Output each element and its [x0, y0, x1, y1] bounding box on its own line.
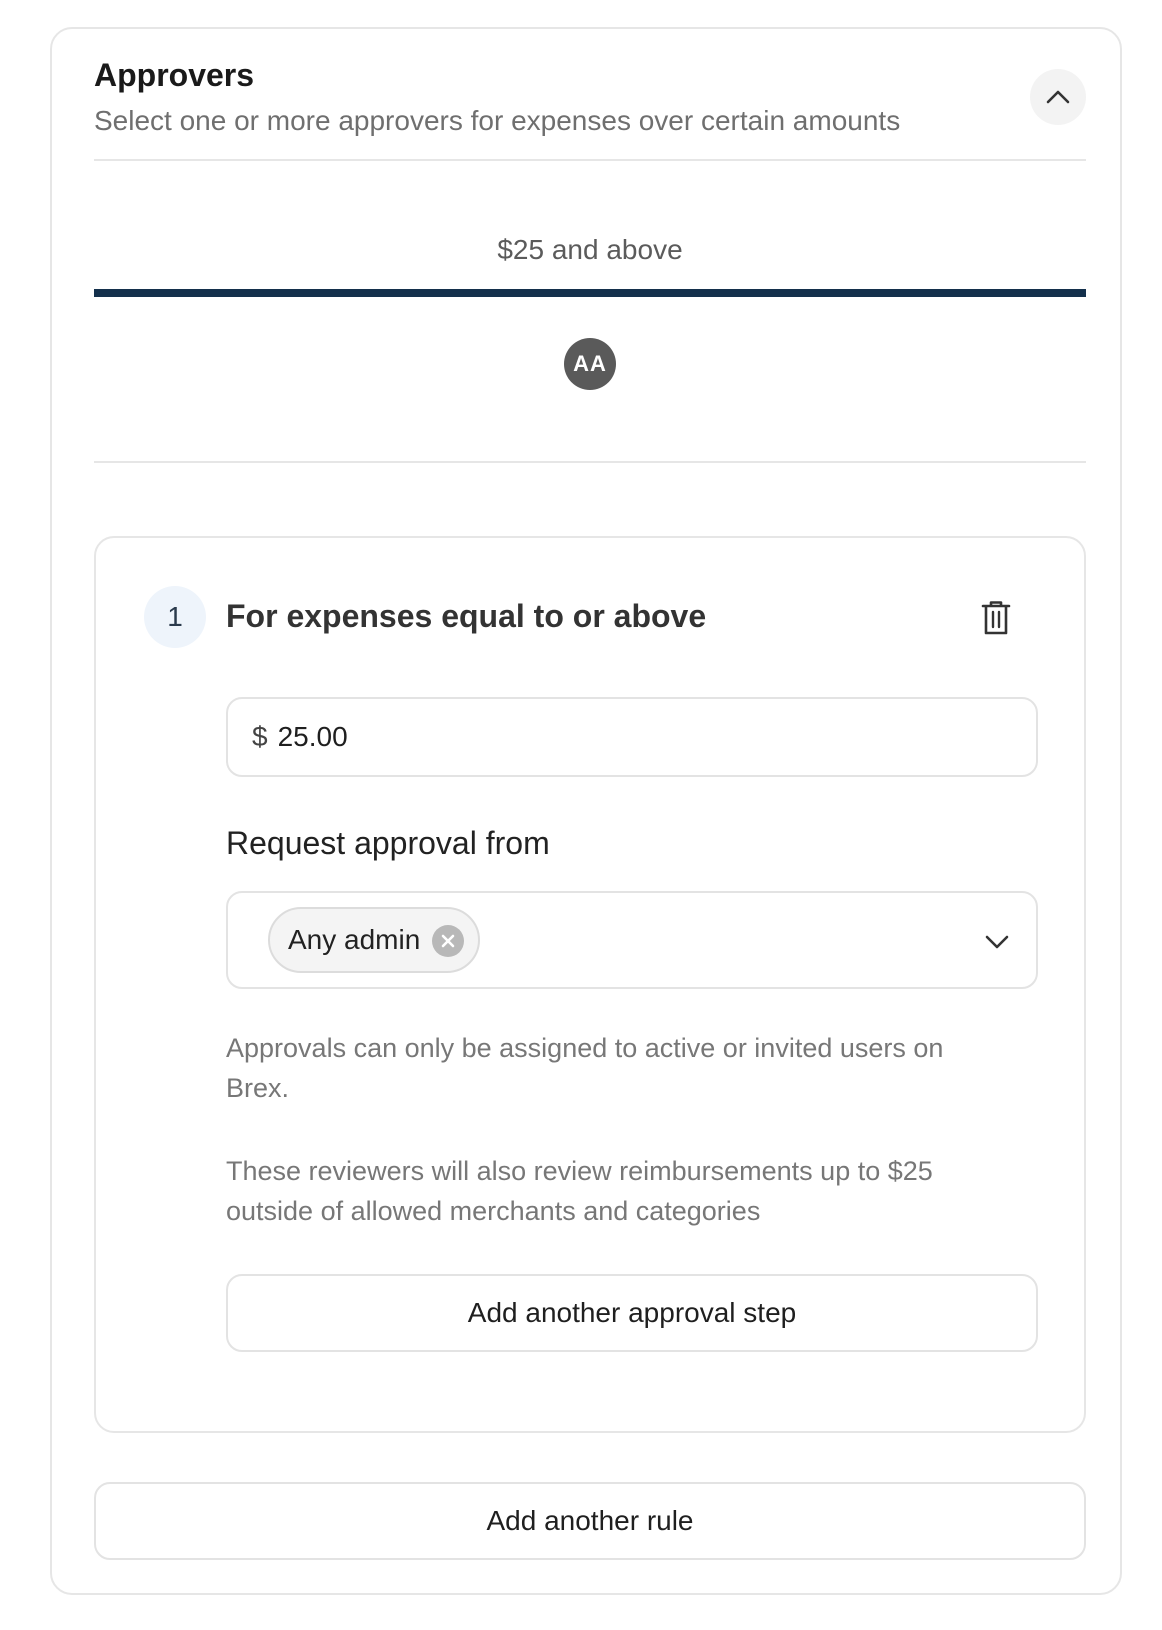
close-icon [441, 934, 455, 948]
add-rule-button[interactable]: Add another rule [94, 1482, 1086, 1560]
step-number-badge: 1 [144, 586, 206, 648]
approval-help-text: Approvals can only be assigned to active or invited users on Brex. [226, 1033, 944, 1103]
request-approval-label: Request approval from [226, 825, 550, 861]
approver-avatar: AA [564, 338, 616, 390]
add-approval-step-button[interactable]: Add another approval step [226, 1274, 1038, 1352]
amount-input[interactable] [278, 721, 878, 753]
dropdown-toggle[interactable] [982, 927, 1012, 957]
chevron-down-icon [985, 935, 1009, 949]
approvers-card [50, 27, 1122, 1595]
reimbursement-help-text: These reviewers will also review reimbursements up to $25 outside of allowed merchants and categories [226, 1156, 933, 1226]
approval-rule-card [94, 536, 1086, 1433]
threshold-label: $25 and above [497, 234, 683, 265]
collapse-button[interactable] [1030, 69, 1086, 125]
trash-icon [981, 600, 1011, 636]
approver-select[interactable] [226, 891, 1038, 989]
rule-title: For expenses equal to or above [226, 598, 707, 634]
threshold-divider [94, 461, 1086, 463]
amount-field[interactable] [226, 697, 1038, 777]
section-title: Approvers [94, 57, 255, 93]
chevron-up-icon [1045, 89, 1071, 105]
approver-chip [268, 907, 480, 973]
header-divider [94, 159, 1086, 161]
approver-chip-label: Any admin [288, 924, 421, 955]
section-subtitle: Select one or more approvers for expenses over certain amounts [94, 105, 901, 136]
threshold-bar [94, 289, 1086, 297]
delete-rule-button[interactable] [976, 596, 1016, 640]
currency-symbol: $ [252, 721, 268, 752]
remove-approver-button[interactable] [432, 925, 464, 957]
